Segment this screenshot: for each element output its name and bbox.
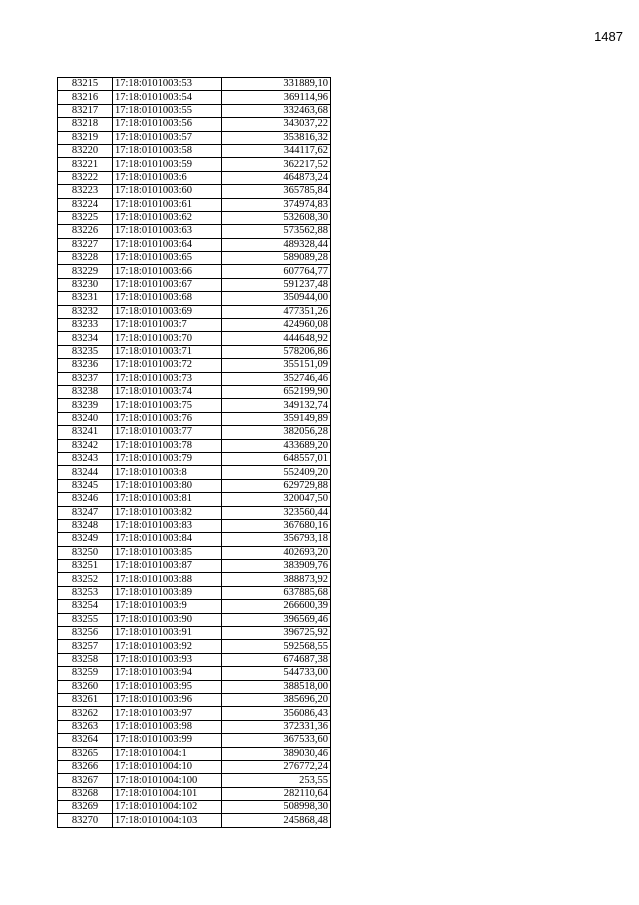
value-cell: 388518,00 bbox=[222, 680, 331, 693]
row-number-cell: 83251 bbox=[58, 560, 113, 573]
value-cell: 396725,92 bbox=[222, 627, 331, 640]
table-row bbox=[58, 225, 331, 238]
table-row bbox=[58, 466, 331, 479]
cadastral-number-cell: 17:18:0101003:7 bbox=[113, 319, 222, 332]
cadastral-number-cell: 17:18:0101003:72 bbox=[113, 359, 222, 372]
table-row bbox=[58, 586, 331, 599]
value-cell: 343037,22 bbox=[222, 118, 331, 131]
value-cell: 402693,20 bbox=[222, 546, 331, 559]
table-row bbox=[58, 479, 331, 492]
cadastral-number-cell: 17:18:0101004:10 bbox=[113, 760, 222, 773]
cadastral-number-cell: 17:18:0101003:54 bbox=[113, 91, 222, 104]
table-row bbox=[58, 506, 331, 519]
row-number-cell: 83244 bbox=[58, 466, 113, 479]
table-row bbox=[58, 118, 331, 131]
value-cell: 444648,92 bbox=[222, 332, 331, 345]
row-number-cell: 83220 bbox=[58, 144, 113, 157]
value-cell: 592568,55 bbox=[222, 640, 331, 653]
row-number-cell: 83219 bbox=[58, 131, 113, 144]
table-row bbox=[58, 252, 331, 265]
value-cell: 433689,20 bbox=[222, 439, 331, 452]
value-cell: 544733,00 bbox=[222, 667, 331, 680]
value-cell: 578206,86 bbox=[222, 345, 331, 358]
value-cell: 388873,92 bbox=[222, 573, 331, 586]
row-number-cell: 83232 bbox=[58, 305, 113, 318]
cadastral-number-cell: 17:18:0101003:83 bbox=[113, 519, 222, 532]
table-row bbox=[58, 546, 331, 559]
cadastral-number-cell: 17:18:0101003:77 bbox=[113, 426, 222, 439]
table-row bbox=[58, 412, 331, 425]
value-cell: 383909,76 bbox=[222, 560, 331, 573]
row-number-cell: 83247 bbox=[58, 506, 113, 519]
cadastral-number-cell: 17:18:0101003:82 bbox=[113, 506, 222, 519]
table-row bbox=[58, 399, 331, 412]
row-number-cell: 83215 bbox=[58, 78, 113, 91]
row-number-cell: 83269 bbox=[58, 801, 113, 814]
table-row bbox=[58, 158, 331, 171]
value-cell: 367680,16 bbox=[222, 519, 331, 532]
row-number-cell: 83216 bbox=[58, 91, 113, 104]
value-cell: 282110,64 bbox=[222, 787, 331, 800]
value-cell: 362217,52 bbox=[222, 158, 331, 171]
cadastral-number-cell: 17:18:0101003:53 bbox=[113, 78, 222, 91]
row-number-cell: 83270 bbox=[58, 814, 113, 827]
table-body bbox=[58, 78, 331, 828]
table-row bbox=[58, 600, 331, 613]
table-row bbox=[58, 519, 331, 532]
value-cell: 589089,28 bbox=[222, 252, 331, 265]
table-row bbox=[58, 653, 331, 666]
cadastral-number-cell: 17:18:0101003:59 bbox=[113, 158, 222, 171]
table-row bbox=[58, 439, 331, 452]
value-cell: 350944,00 bbox=[222, 292, 331, 305]
row-number-cell: 83240 bbox=[58, 412, 113, 425]
table-row bbox=[58, 372, 331, 385]
cadastral-number-cell: 17:18:0101004:103 bbox=[113, 814, 222, 827]
row-number-cell: 83233 bbox=[58, 319, 113, 332]
cadastral-number-cell: 17:18:0101003:74 bbox=[113, 385, 222, 398]
row-number-cell: 83249 bbox=[58, 533, 113, 546]
value-cell: 591237,48 bbox=[222, 278, 331, 291]
table-row bbox=[58, 613, 331, 626]
value-cell: 353816,32 bbox=[222, 131, 331, 144]
cadastral-number-cell: 17:18:0101003:62 bbox=[113, 211, 222, 224]
value-cell: 331889,10 bbox=[222, 78, 331, 91]
table-row bbox=[58, 359, 331, 372]
row-number-cell: 83221 bbox=[58, 158, 113, 171]
row-number-cell: 83241 bbox=[58, 426, 113, 439]
cadastral-number-cell: 17:18:0101003:98 bbox=[113, 720, 222, 733]
cadastral-number-cell: 17:18:0101003:65 bbox=[113, 252, 222, 265]
table-row bbox=[58, 667, 331, 680]
cadastral-number-cell: 17:18:0101003:95 bbox=[113, 680, 222, 693]
cadastral-number-cell: 17:18:0101004:102 bbox=[113, 801, 222, 814]
cadastral-number-cell: 17:18:0101003:66 bbox=[113, 265, 222, 278]
row-number-cell: 83239 bbox=[58, 399, 113, 412]
row-number-cell: 83218 bbox=[58, 118, 113, 131]
value-cell: 508998,30 bbox=[222, 801, 331, 814]
cadastral-number-cell: 17:18:0101003:91 bbox=[113, 627, 222, 640]
row-number-cell: 83261 bbox=[58, 693, 113, 706]
table-row bbox=[58, 332, 331, 345]
row-number-cell: 83231 bbox=[58, 292, 113, 305]
value-cell: 396569,46 bbox=[222, 613, 331, 626]
row-number-cell: 83225 bbox=[58, 211, 113, 224]
cadastral-number-cell: 17:18:0101004:100 bbox=[113, 774, 222, 787]
cadastral-number-cell: 17:18:0101003:84 bbox=[113, 533, 222, 546]
row-number-cell: 83223 bbox=[58, 185, 113, 198]
table-row bbox=[58, 185, 331, 198]
value-cell: 382056,28 bbox=[222, 426, 331, 439]
value-cell: 369114,96 bbox=[222, 91, 331, 104]
cadastral-number-cell: 17:18:0101003:96 bbox=[113, 693, 222, 706]
row-number-cell: 83237 bbox=[58, 372, 113, 385]
table-row bbox=[58, 801, 331, 814]
row-number-cell: 83248 bbox=[58, 519, 113, 532]
row-number-cell: 83226 bbox=[58, 225, 113, 238]
table-row bbox=[58, 814, 331, 827]
cadastral-number-cell: 17:18:0101003:56 bbox=[113, 118, 222, 131]
value-cell: 389030,46 bbox=[222, 747, 331, 760]
row-number-cell: 83230 bbox=[58, 278, 113, 291]
cadastral-number-cell: 17:18:0101003:76 bbox=[113, 412, 222, 425]
cadastral-number-cell: 17:18:0101003:94 bbox=[113, 667, 222, 680]
value-cell: 355151,09 bbox=[222, 359, 331, 372]
table-row bbox=[58, 493, 331, 506]
value-cell: 320047,50 bbox=[222, 493, 331, 506]
cadastral-number-cell: 17:18:0101003:90 bbox=[113, 613, 222, 626]
table-row bbox=[58, 104, 331, 117]
table-row bbox=[58, 144, 331, 157]
table-row bbox=[58, 278, 331, 291]
row-number-cell: 83257 bbox=[58, 640, 113, 653]
cadastral-number-cell: 17:18:0101003:60 bbox=[113, 185, 222, 198]
table-row bbox=[58, 787, 331, 800]
table-row bbox=[58, 533, 331, 546]
table-row bbox=[58, 265, 331, 278]
table-row bbox=[58, 385, 331, 398]
row-number-cell: 83265 bbox=[58, 747, 113, 760]
value-cell: 648557,01 bbox=[222, 452, 331, 465]
table-row bbox=[58, 171, 331, 184]
table-row bbox=[58, 560, 331, 573]
cadastral-number-cell: 17:18:0101003:70 bbox=[113, 332, 222, 345]
value-cell: 607764,77 bbox=[222, 265, 331, 278]
cadastral-number-cell: 17:18:0101003:99 bbox=[113, 734, 222, 747]
row-number-cell: 83255 bbox=[58, 613, 113, 626]
table-row bbox=[58, 452, 331, 465]
table-row bbox=[58, 573, 331, 586]
row-number-cell: 83264 bbox=[58, 734, 113, 747]
table-row bbox=[58, 734, 331, 747]
table-row bbox=[58, 760, 331, 773]
value-cell: 356086,43 bbox=[222, 707, 331, 720]
page-number: 1487 bbox=[594, 29, 623, 44]
table-row bbox=[58, 627, 331, 640]
cadastral-number-cell: 17:18:0101003:9 bbox=[113, 600, 222, 613]
table-row bbox=[58, 319, 331, 332]
table-row bbox=[58, 131, 331, 144]
row-number-cell: 83262 bbox=[58, 707, 113, 720]
cadastral-number-cell: 17:18:0101003:79 bbox=[113, 452, 222, 465]
cadastral-number-cell: 17:18:0101003:58 bbox=[113, 144, 222, 157]
value-cell: 385696,20 bbox=[222, 693, 331, 706]
value-cell: 464873,24 bbox=[222, 171, 331, 184]
table-row bbox=[58, 91, 331, 104]
row-number-cell: 83268 bbox=[58, 787, 113, 800]
value-cell: 372331,36 bbox=[222, 720, 331, 733]
value-cell: 365785,84 bbox=[222, 185, 331, 198]
cadastral-number-cell: 17:18:0101003:6 bbox=[113, 171, 222, 184]
table-row bbox=[58, 426, 331, 439]
row-number-cell: 83224 bbox=[58, 198, 113, 211]
table-row bbox=[58, 693, 331, 706]
row-number-cell: 83234 bbox=[58, 332, 113, 345]
row-number-cell: 83222 bbox=[58, 171, 113, 184]
cadastral-number-cell: 17:18:0101003:88 bbox=[113, 573, 222, 586]
value-cell: 276772,24 bbox=[222, 760, 331, 773]
table-row bbox=[58, 720, 331, 733]
value-cell: 359149,89 bbox=[222, 412, 331, 425]
value-cell: 245868,48 bbox=[222, 814, 331, 827]
value-cell: 489328,44 bbox=[222, 238, 331, 251]
row-number-cell: 83250 bbox=[58, 546, 113, 559]
cadastral-number-cell: 17:18:0101003:55 bbox=[113, 104, 222, 117]
value-cell: 367533,60 bbox=[222, 734, 331, 747]
row-number-cell: 83246 bbox=[58, 493, 113, 506]
value-cell: 374974,83 bbox=[222, 198, 331, 211]
cadastral-number-cell: 17:18:0101003:61 bbox=[113, 198, 222, 211]
value-cell: 323560,44 bbox=[222, 506, 331, 519]
cadastral-number-cell: 17:18:0101003:57 bbox=[113, 131, 222, 144]
value-cell: 352746,46 bbox=[222, 372, 331, 385]
row-number-cell: 83267 bbox=[58, 774, 113, 787]
value-cell: 637885,68 bbox=[222, 586, 331, 599]
row-number-cell: 83242 bbox=[58, 439, 113, 452]
cadastral-value-table bbox=[57, 77, 331, 828]
cadastral-number-cell: 17:18:0101003:78 bbox=[113, 439, 222, 452]
row-number-cell: 83256 bbox=[58, 627, 113, 640]
row-number-cell: 83238 bbox=[58, 385, 113, 398]
table-row bbox=[58, 640, 331, 653]
cadastral-number-cell: 17:18:0101003:69 bbox=[113, 305, 222, 318]
cadastral-number-cell: 17:18:0101003:73 bbox=[113, 372, 222, 385]
cadastral-number-cell: 17:18:0101003:89 bbox=[113, 586, 222, 599]
value-cell: 349132,74 bbox=[222, 399, 331, 412]
table-row bbox=[58, 292, 331, 305]
value-cell: 652199,90 bbox=[222, 385, 331, 398]
row-number-cell: 83258 bbox=[58, 653, 113, 666]
value-cell: 532608,30 bbox=[222, 211, 331, 224]
table-row bbox=[58, 211, 331, 224]
cadastral-number-cell: 17:18:0101003:85 bbox=[113, 546, 222, 559]
row-number-cell: 83253 bbox=[58, 586, 113, 599]
table-row bbox=[58, 707, 331, 720]
cadastral-number-cell: 17:18:0101003:67 bbox=[113, 278, 222, 291]
value-cell: 266600,39 bbox=[222, 600, 331, 613]
row-number-cell: 83260 bbox=[58, 680, 113, 693]
table-row bbox=[58, 345, 331, 358]
row-number-cell: 83236 bbox=[58, 359, 113, 372]
value-cell: 356793,18 bbox=[222, 533, 331, 546]
row-number-cell: 83259 bbox=[58, 667, 113, 680]
row-number-cell: 83263 bbox=[58, 720, 113, 733]
cadastral-number-cell: 17:18:0101003:63 bbox=[113, 225, 222, 238]
value-cell: 253,55 bbox=[222, 774, 331, 787]
cadastral-number-cell: 17:18:0101003:75 bbox=[113, 399, 222, 412]
cadastral-number-cell: 17:18:0101003:8 bbox=[113, 466, 222, 479]
cadastral-number-cell: 17:18:0101004:101 bbox=[113, 787, 222, 800]
table-row bbox=[58, 198, 331, 211]
table-row bbox=[58, 305, 331, 318]
cadastral-number-cell: 17:18:0101003:80 bbox=[113, 479, 222, 492]
cadastral-number-cell: 17:18:0101003:93 bbox=[113, 653, 222, 666]
table-row bbox=[58, 774, 331, 787]
cadastral-number-cell: 17:18:0101003:87 bbox=[113, 560, 222, 573]
table-row bbox=[58, 238, 331, 251]
value-cell: 344117,62 bbox=[222, 144, 331, 157]
value-cell: 332463,68 bbox=[222, 104, 331, 117]
cadastral-number-cell: 17:18:0101003:71 bbox=[113, 345, 222, 358]
cadastral-number-cell: 17:18:0101003:68 bbox=[113, 292, 222, 305]
row-number-cell: 83229 bbox=[58, 265, 113, 278]
value-cell: 674687,38 bbox=[222, 653, 331, 666]
value-cell: 573562,88 bbox=[222, 225, 331, 238]
row-number-cell: 83252 bbox=[58, 573, 113, 586]
value-cell: 552409,20 bbox=[222, 466, 331, 479]
value-cell: 629729,88 bbox=[222, 479, 331, 492]
row-number-cell: 83266 bbox=[58, 760, 113, 773]
row-number-cell: 83228 bbox=[58, 252, 113, 265]
row-number-cell: 83227 bbox=[58, 238, 113, 251]
row-number-cell: 83254 bbox=[58, 600, 113, 613]
table-row bbox=[58, 680, 331, 693]
cadastral-number-cell: 17:18:0101004:1 bbox=[113, 747, 222, 760]
cadastral-number-cell: 17:18:0101003:81 bbox=[113, 493, 222, 506]
row-number-cell: 83217 bbox=[58, 104, 113, 117]
table-row bbox=[58, 747, 331, 760]
cadastral-number-cell: 17:18:0101003:64 bbox=[113, 238, 222, 251]
value-cell: 424960,08 bbox=[222, 319, 331, 332]
row-number-cell: 83245 bbox=[58, 479, 113, 492]
row-number-cell: 83243 bbox=[58, 452, 113, 465]
cadastral-number-cell: 17:18:0101003:92 bbox=[113, 640, 222, 653]
value-cell: 477351,26 bbox=[222, 305, 331, 318]
table-row bbox=[58, 78, 331, 91]
row-number-cell: 83235 bbox=[58, 345, 113, 358]
cadastral-number-cell: 17:18:0101003:97 bbox=[113, 707, 222, 720]
